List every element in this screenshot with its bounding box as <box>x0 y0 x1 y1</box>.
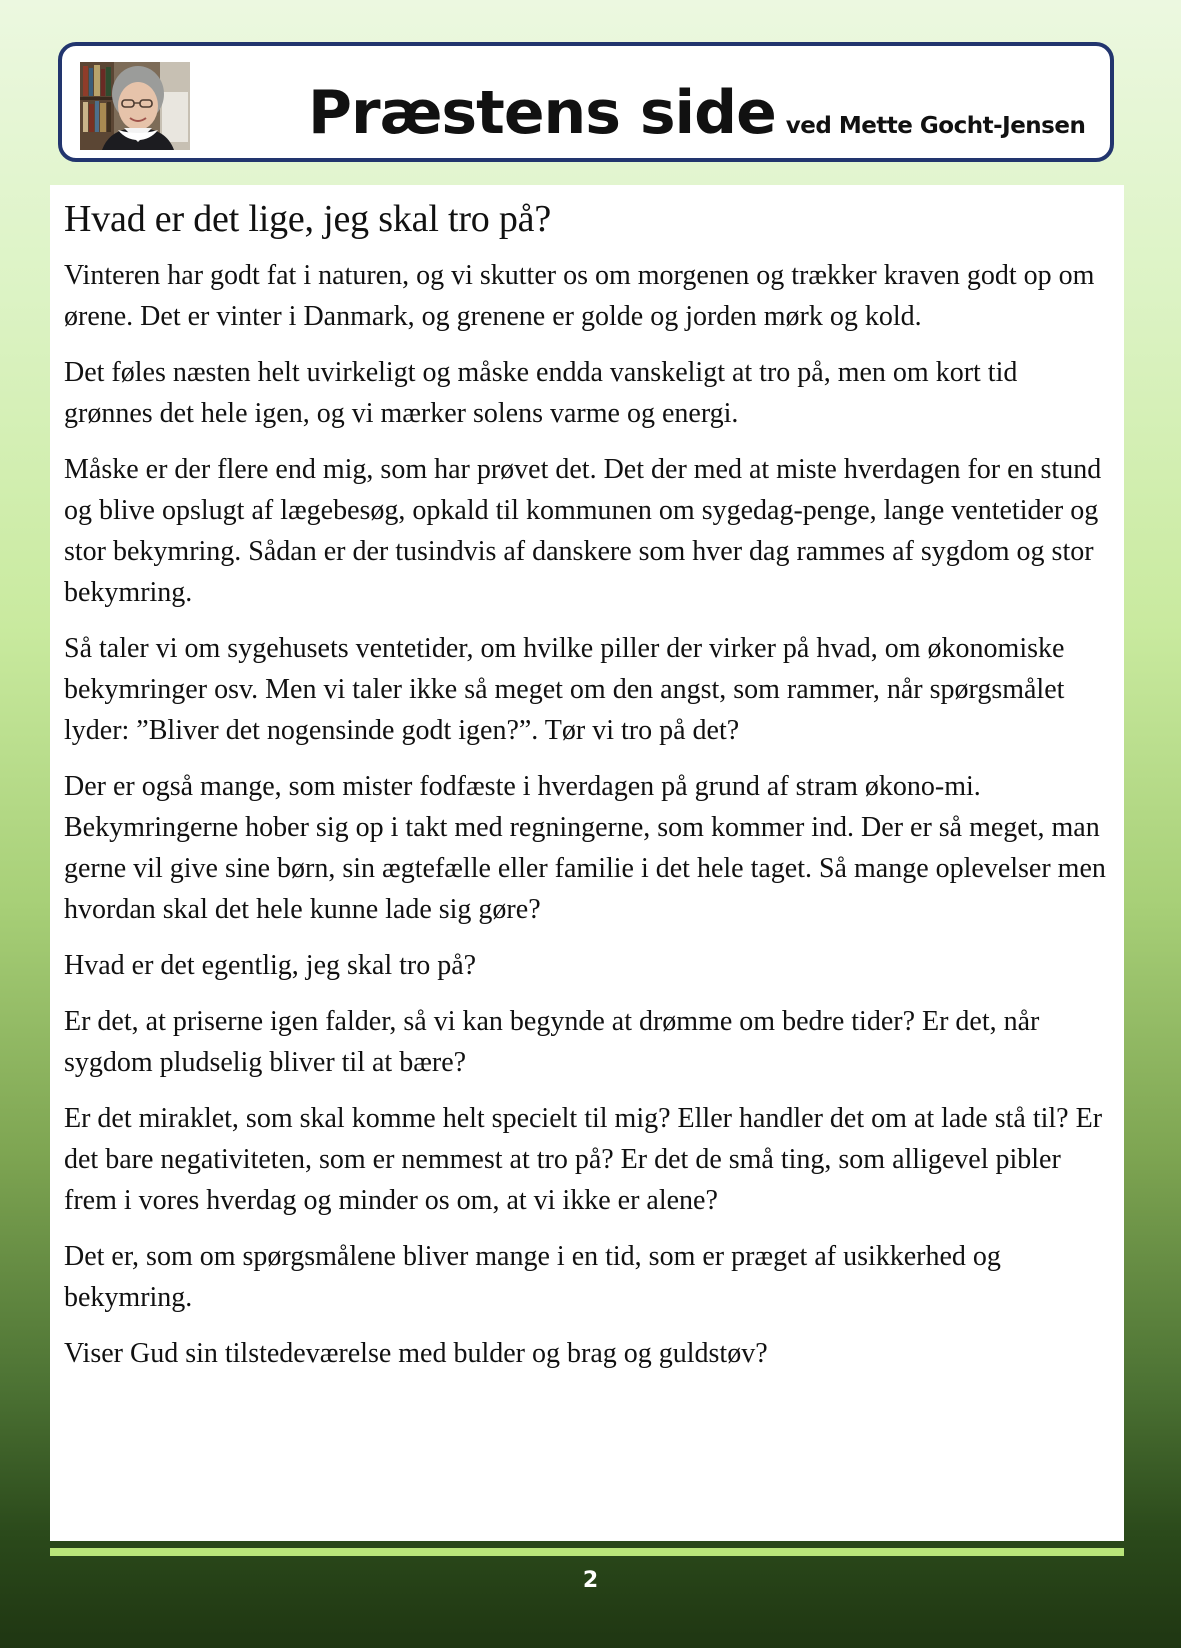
article-paragraph: Viser Gud sin tilstedeværelse med bulder og brag og guldstøv? <box>64 1338 768 1369</box>
author-portrait <box>80 62 190 150</box>
article-paragraph: Det føles næsten helt uvirkeligt og måske endda vanskeligt at tro på, men om kort tid grønnes det hele igen, og vi mærker solens varme og energi. <box>64 357 1018 429</box>
article-paragraph: Er det miraklet, som skal komme helt specielt til mig? Eller handler det om at lade stå til? Er det bare negativiteten, som er nemmest at tro på? Er det de små ting, som alligevel pibler frem i vores hverdag og minder os om, at vi ikke er alene? <box>64 1103 1103 1216</box>
article-paragraph: Hvad er det egentlig, jeg skal tro på? <box>64 950 477 981</box>
article-panel <box>50 185 1124 1541</box>
article-paragraph: Måske er der flere end mig, som har prøvet det. Det der med at miste hverdagen for en stund og blive opslugt af lægebesøg, opkald til kommunen om sygedag-penge, lange ventetider og stor bekymring. Sådan er der tusindvis af danskere som hver dag rammes af sygdom og stor bekymring. <box>64 454 1102 608</box>
bottom-divider <box>50 1548 1124 1556</box>
header-banner <box>58 42 1114 162</box>
article-paragraph: Der er også mange, som mister fodfæste i hverdagen på grund af stram økono-mi. Bekymringerne hober sig op i takt med regningerne, som kommer ind. Der er så meget, man gerne vil give sine børn, sin ægtefælle eller familie i det hele taget. Så mange oplevelser men hvordan skal det hele kunne lade sig gøre? <box>64 771 1106 925</box>
article-paragraph: Er det, at priserne igen falder, så vi kan begynde at drømme om bedre tider? Er det, når sygdom pludselig bliver til at bære? <box>64 1006 1040 1078</box>
author-portrait-image <box>80 62 190 150</box>
article-paragraph: Så taler vi om sygehusets ventetider, om hvilke piller der virker på hvad, om økonomiske bekymringer osv. Men vi taler ikke så meget om den angst, som rammer, når spørgsmålet lyder: ”Bliver det nogensinde godt igen?”. Tør vi tro på det? <box>64 633 1065 746</box>
article-heading: Hvad er det lige, jeg skal tro på? <box>64 198 552 240</box>
page-title-text: Præstens side <box>308 78 776 148</box>
page-title <box>308 78 1085 148</box>
article-paragraph: Det er, som om spørgsmålene bliver mange i en tid, som er præget af usikkerhed og bekymring. <box>64 1241 1001 1313</box>
article-paragraph: Vinteren har godt fat i naturen, og vi skutter os om morgenen og trækker kraven godt op om ørene. Det er vinter i Danmark, og grenene er golde og jorden mørk og kold. <box>64 260 1095 332</box>
author-byline: ved Mette Gocht-Jensen <box>785 113 1086 139</box>
page-number: 2 <box>582 1568 599 1593</box>
